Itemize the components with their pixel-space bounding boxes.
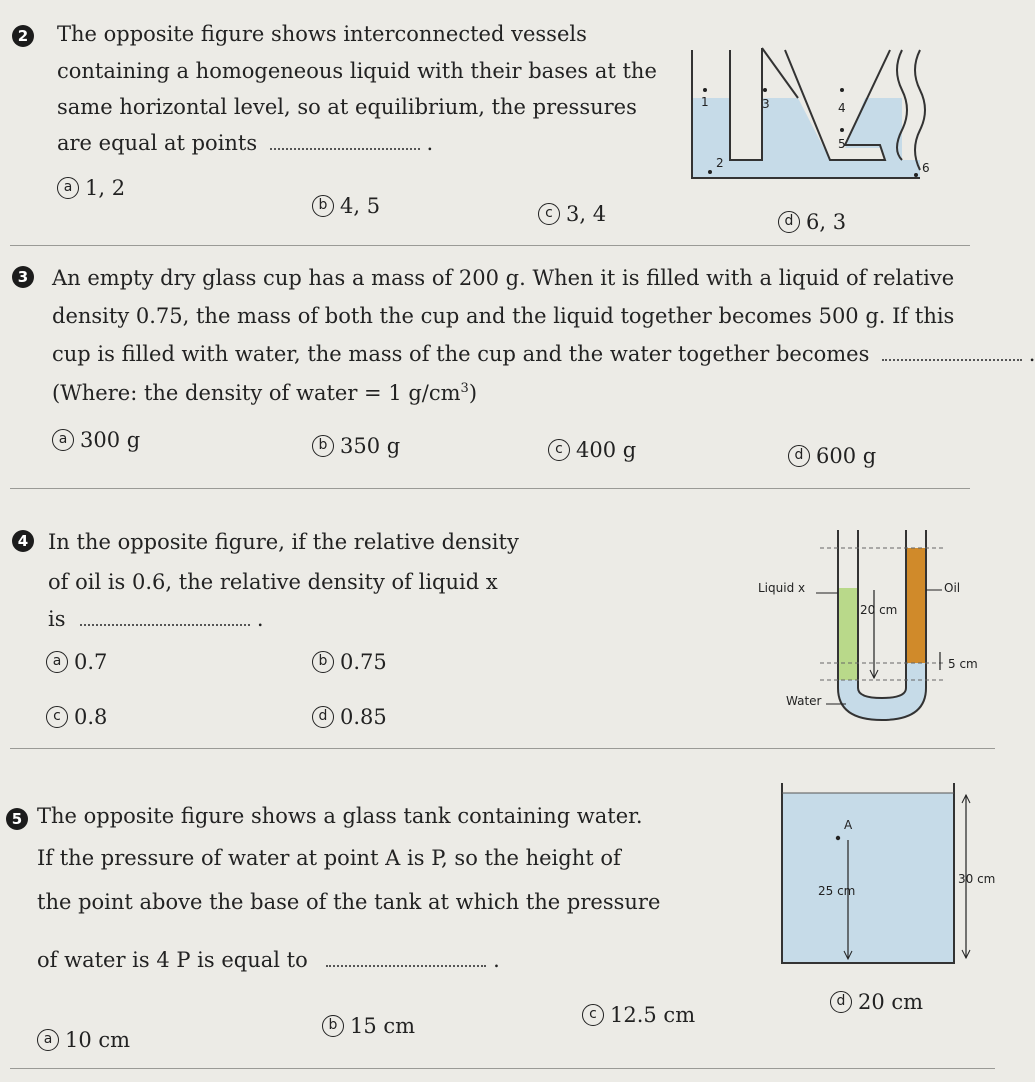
u-tube-figure	[750, 520, 1000, 745]
option-text: 3, 4	[566, 202, 607, 226]
option-letter: c	[46, 706, 68, 728]
option-c[interactable]	[548, 438, 636, 462]
option-text: 10 cm	[65, 1028, 131, 1052]
option-text: 12.5 cm	[610, 1003, 696, 1027]
point-label: 2	[716, 156, 724, 170]
liquid-x-column	[838, 588, 858, 680]
tank-water	[782, 793, 954, 963]
option-d[interactable]	[778, 210, 846, 234]
point-6	[914, 173, 918, 177]
option-letter: b	[322, 1015, 344, 1037]
water-tank-figure	[780, 783, 1000, 968]
option-a[interactable]	[46, 650, 107, 674]
option-b[interactable]	[322, 1014, 415, 1038]
liquid-x-label: Liquid x	[758, 581, 806, 595]
point-a	[836, 836, 840, 840]
point-5	[840, 128, 844, 132]
point-3	[763, 88, 767, 92]
question-text-line: are equal at points .	[57, 131, 434, 155]
answer-blank[interactable]	[882, 347, 1022, 361]
question-text-line: cup is filled with water, the mass of the cup and the water together becomes .	[52, 342, 1035, 366]
option-text: 0.75	[340, 650, 387, 674]
option-text: 400 g	[576, 438, 637, 462]
option-a[interactable]	[57, 176, 125, 200]
option-d[interactable]	[788, 444, 876, 468]
option-a[interactable]	[52, 428, 140, 452]
point-label: 4	[838, 101, 846, 115]
option-letter: d	[788, 445, 810, 467]
option-text: 0.8	[74, 705, 108, 729]
option-b[interactable]	[312, 194, 380, 218]
section-divider	[10, 748, 995, 749]
section-divider	[10, 245, 970, 246]
point-a-label: A	[844, 818, 853, 832]
option-text: 1, 2	[85, 176, 126, 200]
option-text: 0.85	[340, 705, 387, 729]
question-text-fragment: of water is 4 P is equal to	[37, 948, 308, 972]
answer-blank[interactable]	[270, 136, 420, 150]
question-text-line: In the opposite figure, if the relative density	[48, 530, 519, 554]
option-letter: c	[582, 1004, 604, 1026]
option-letter: b	[312, 651, 334, 673]
question-text-line: same horizontal level, so at equilibrium, the pressures	[57, 95, 637, 119]
option-a[interactable]	[37, 1028, 130, 1052]
question-number: 3	[12, 266, 34, 288]
question-text-line: of oil is 0.6, the relative density of liquid x	[48, 570, 498, 594]
option-letter: d	[778, 211, 800, 233]
option-c[interactable]	[46, 705, 107, 729]
question-text-line: An empty dry glass cup has a mass of 200 g. When it is filled with a liquid of relative	[52, 266, 955, 290]
height-20-label: 20 cm	[860, 603, 898, 617]
option-letter: c	[548, 439, 570, 461]
question-number: 4	[12, 530, 34, 552]
option-letter: d	[830, 991, 852, 1013]
height-5-label: 5 cm	[948, 657, 978, 671]
point-label: 5	[838, 137, 846, 151]
point-label: 1	[701, 95, 709, 109]
question-text-line: The opposite figure shows a glass tank containing water.	[37, 804, 643, 828]
option-d[interactable]	[312, 705, 387, 729]
option-text: 15 cm	[350, 1014, 416, 1038]
option-letter: d	[312, 706, 334, 728]
question-text-line: the point above the base of the tank at which the pressure	[37, 890, 661, 914]
question-text-line: containing a homogeneous liquid with their bases at the	[57, 59, 657, 83]
option-b[interactable]	[312, 434, 400, 458]
option-letter: a	[57, 177, 79, 199]
option-letter: a	[46, 651, 68, 673]
point-label: 6	[922, 161, 930, 175]
option-c[interactable]	[582, 1003, 695, 1027]
question-text-line: The opposite figure shows interconnected vessels	[57, 22, 587, 46]
question-number: 2	[12, 25, 34, 47]
option-c[interactable]	[538, 202, 606, 226]
note-suffix: )	[468, 381, 478, 405]
liquid-fill	[692, 98, 920, 178]
height-label: 30 cm	[958, 872, 996, 886]
question-text-line: density 0.75, the mass of both the cup and the liquid together becomes 500 g. If this	[52, 304, 955, 328]
option-b[interactable]	[312, 650, 387, 674]
option-text: 350 g	[340, 434, 401, 458]
vessel-wall	[762, 48, 798, 98]
question-text-fragment: cup is filled with water, the mass of the cup and the water together becomes	[52, 342, 870, 366]
vessel-wall	[730, 48, 762, 160]
point-1	[703, 88, 707, 92]
option-d[interactable]	[830, 990, 923, 1014]
point-2	[708, 170, 712, 174]
option-letter: b	[312, 435, 334, 457]
question-text-line: is .	[48, 607, 264, 631]
water-label: Water	[786, 694, 822, 708]
option-letter: a	[37, 1029, 59, 1051]
option-letter: b	[312, 195, 334, 217]
answer-blank[interactable]	[80, 612, 250, 626]
section-divider	[10, 488, 970, 489]
point-4	[840, 88, 844, 92]
option-text: 300 g	[80, 428, 141, 452]
point-label: 3	[762, 97, 770, 111]
question-note	[52, 381, 477, 405]
note-prefix: (Where: the density of water = 1 g/cm	[52, 381, 461, 405]
question-text-fragment: are equal at points	[57, 131, 258, 155]
interconnected-vessels-figure	[680, 40, 935, 190]
answer-blank[interactable]	[326, 953, 486, 967]
question-text-fragment: is	[48, 607, 66, 631]
option-text: 20 cm	[858, 990, 924, 1014]
option-letter: c	[538, 203, 560, 225]
question-text-line: of water is 4 P is equal to .	[37, 948, 500, 972]
question-number: 5	[6, 808, 28, 830]
option-text: 6, 3	[806, 210, 847, 234]
depth-label: 25 cm	[818, 884, 856, 898]
option-text: 4, 5	[340, 194, 381, 218]
oil-label: Oil	[944, 581, 961, 595]
question-text-line: If the pressure of water at point A is P, so the height of	[37, 846, 621, 870]
section-divider	[10, 1068, 995, 1069]
note-superscript: 3	[460, 381, 469, 396]
option-text: 0.7	[74, 650, 108, 674]
option-letter: a	[52, 429, 74, 451]
vessel-wall	[915, 50, 925, 170]
oil-column	[906, 548, 926, 663]
option-text: 600 g	[816, 444, 877, 468]
